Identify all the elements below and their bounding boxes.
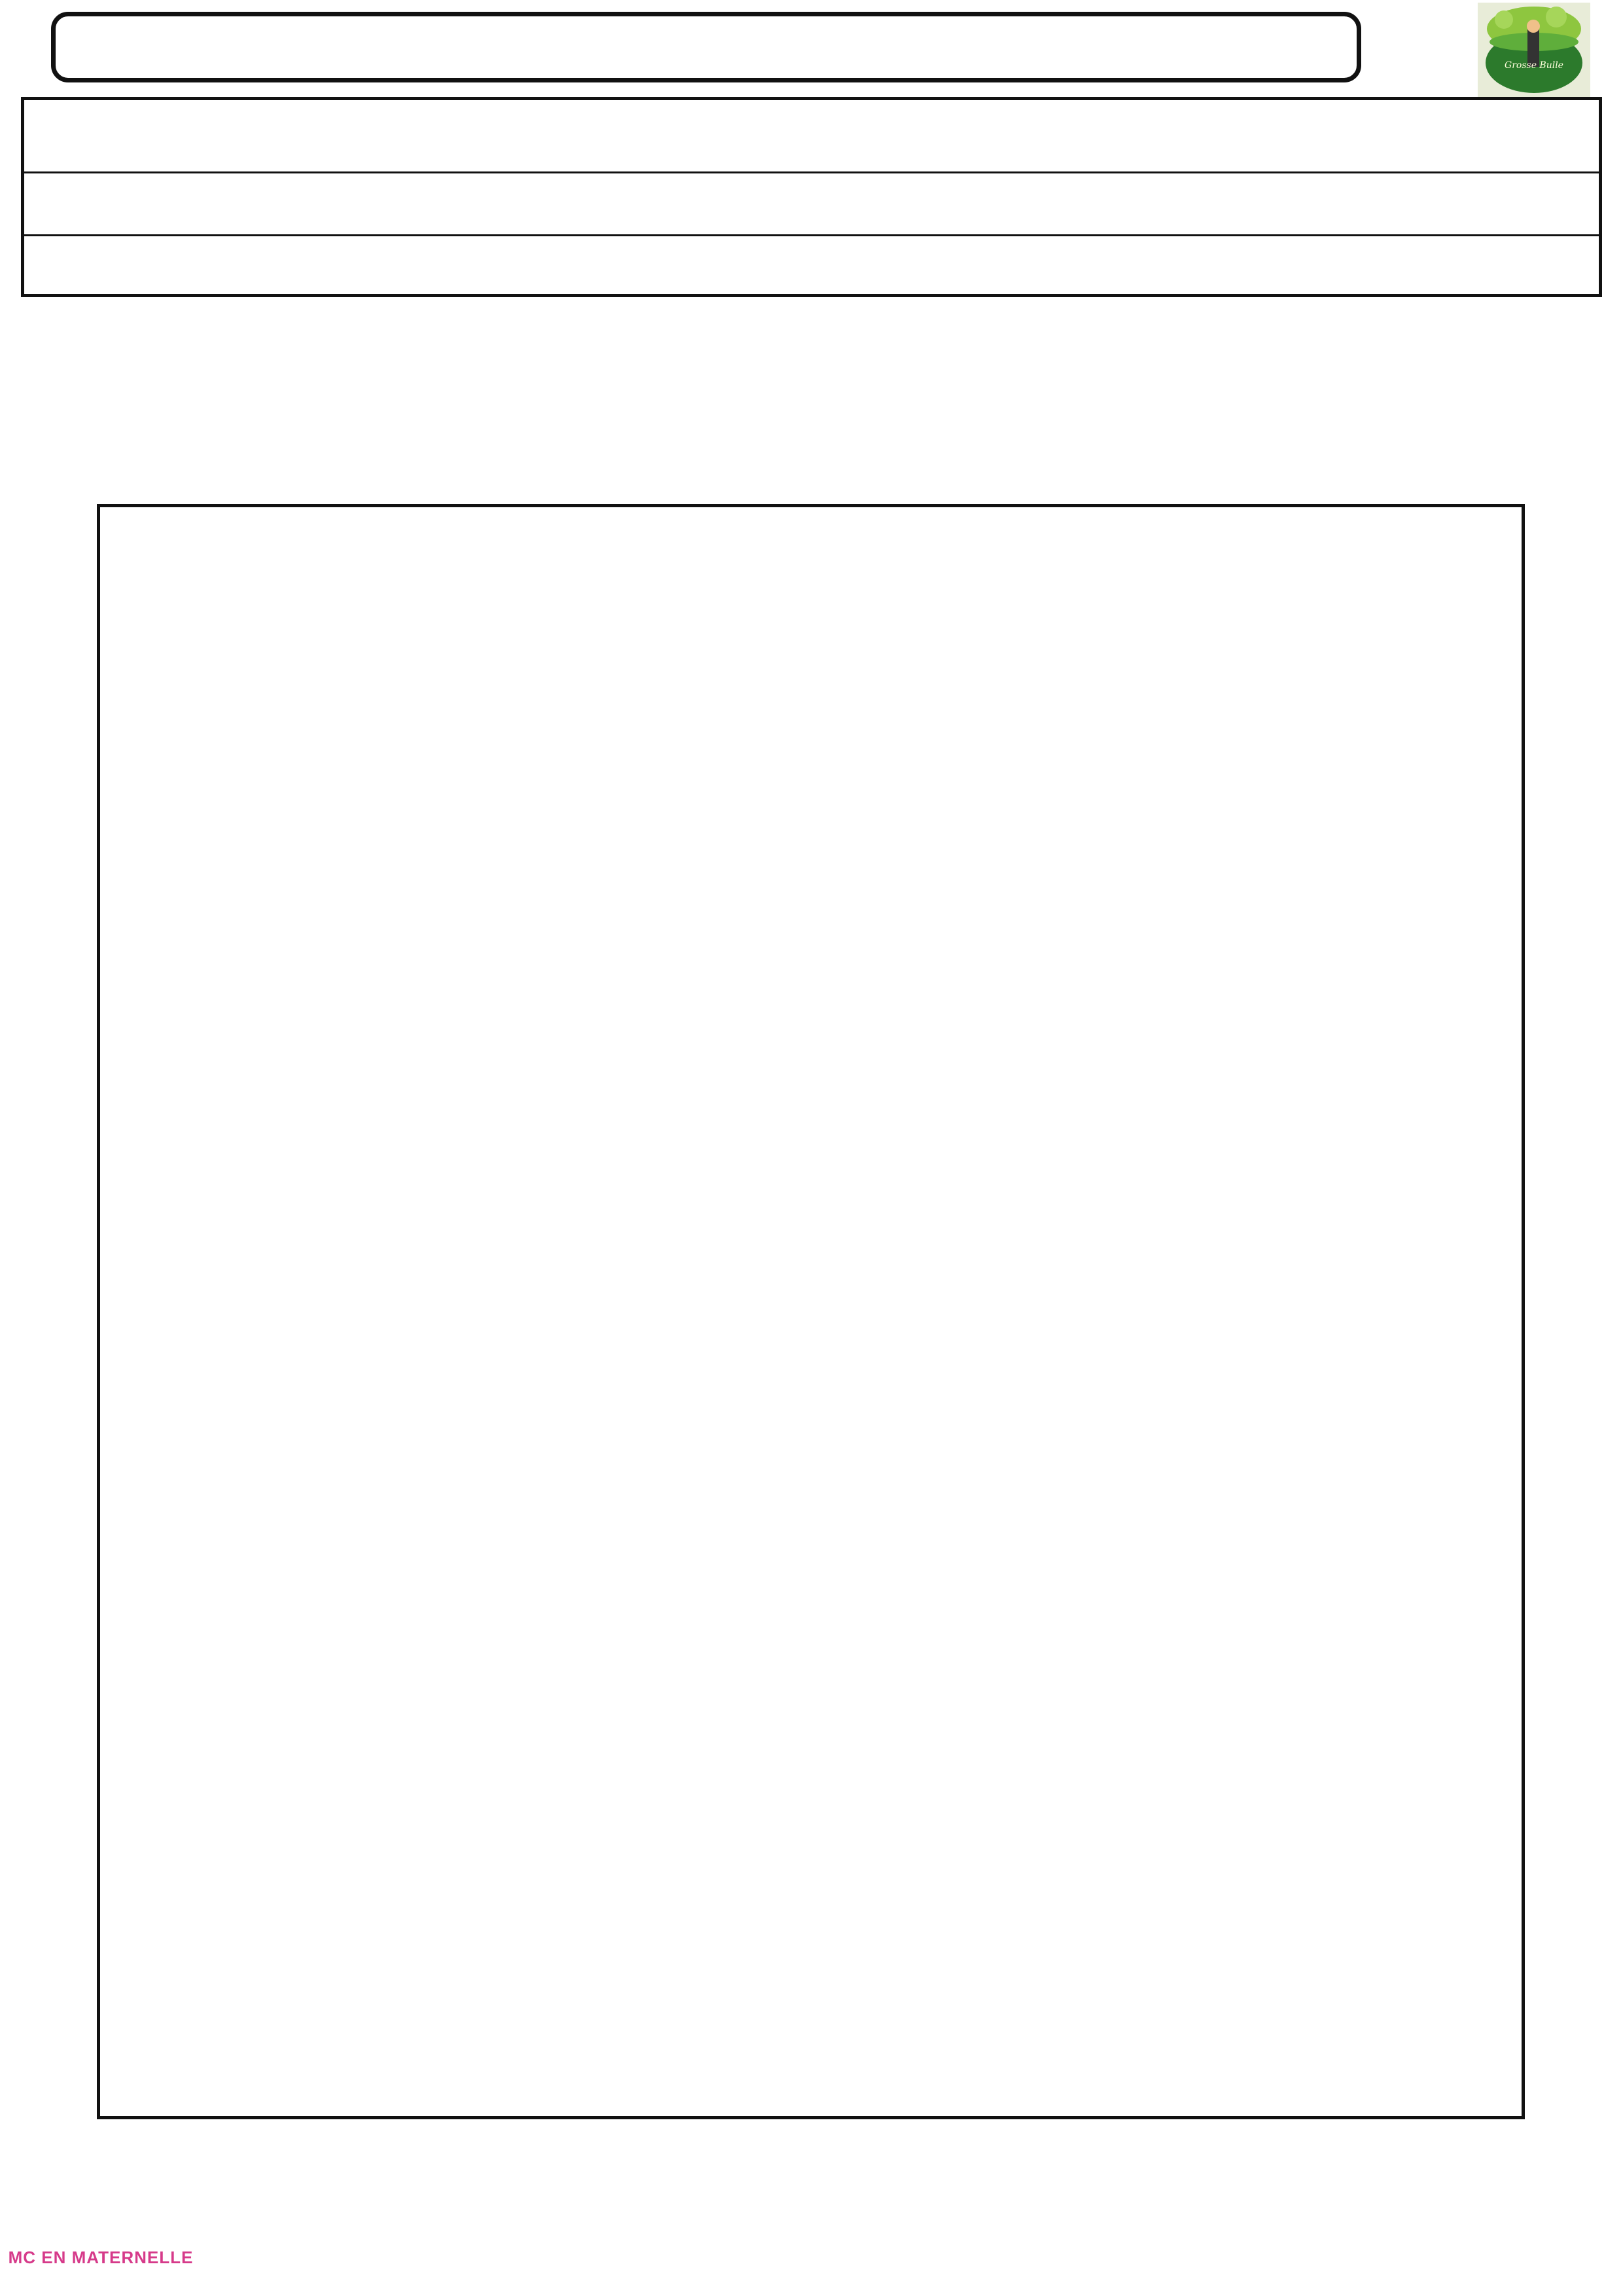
dates-row [24,173,1599,236]
svg-text:Grosse Bulle: Grosse Bulle [1505,60,1563,71]
days-row [24,100,1599,173]
prenom-field[interactable] [51,12,1361,82]
exercise-grid [97,504,1525,2119]
brand-logo [3,2220,199,2292]
svg-text:MC EN MATERNELLE: MC EN MATERNELLE [8,2248,194,2267]
objective-line [37,348,45,384]
months-row [24,236,1599,297]
instruction-line [27,419,36,455]
calendar-strip [21,97,1602,297]
cauldron-logo [1478,3,1590,97]
